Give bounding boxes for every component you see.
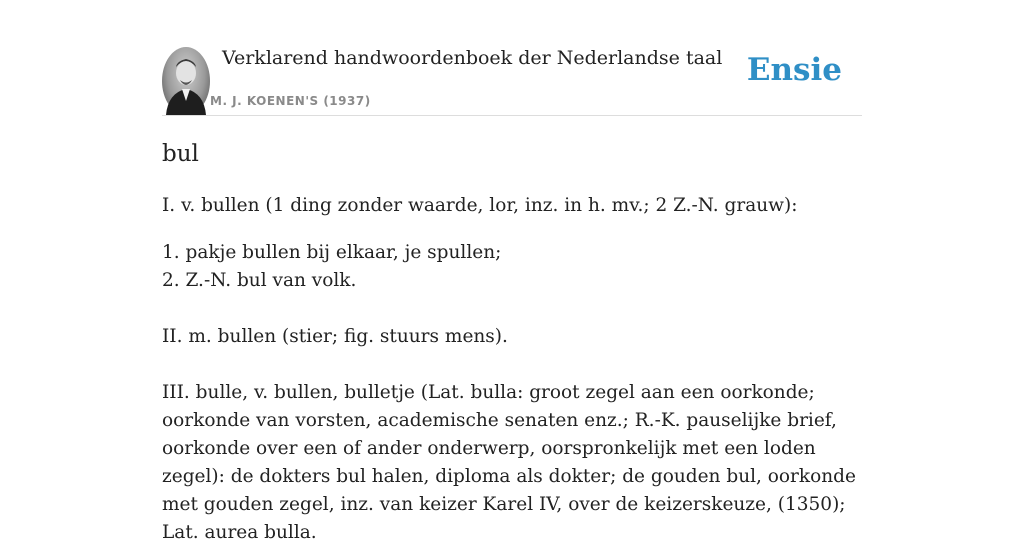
headword: bul bbox=[162, 141, 199, 167]
page-header bbox=[162, 46, 862, 116]
dictionary-subtitle: M. J. KOENEN'S (1937) bbox=[210, 94, 371, 108]
sense-1-intro: I. v. bullen (1 ding zonder waarde, lor, inz. in h. mv.; 2 Z.-N. grauw): bbox=[162, 195, 798, 216]
portrait-drawing bbox=[162, 47, 210, 115]
spacer bbox=[162, 295, 862, 323]
ensie-logo-link[interactable]: Ensie bbox=[746, 52, 842, 88]
author-portrait-icon bbox=[162, 47, 210, 115]
list-item: 1. pakje bullen bij elkaar, je spullen; bbox=[162, 242, 502, 263]
spacer bbox=[162, 351, 862, 379]
entry-body bbox=[162, 192, 862, 547]
sense-1-list bbox=[162, 239, 862, 295]
dictionary-page bbox=[162, 0, 862, 543]
sense-2: II. m. bullen (stier; fig. stuurs mens). bbox=[162, 326, 508, 347]
sense-3: III. bulle, v. bullen, bulletje (Lat. bulla: groot zegel aan een oorkonde; oorkonde van vorsten, academische senaten enz.; R.-K. pauselijke brief, oorkonde over een of ander onderwerp, oorspronkelijk met een loden zegel): de dokters bul halen, diploma als dokter; de gouden bul, oorkonde met gouden zegel, inz. van keizer Karel IV, over de keizerskeuze, (1350); Lat. aurea bulla. bbox=[162, 382, 856, 543]
dictionary-title: Verklarend handwoordenboek der Nederlandse taal bbox=[222, 47, 723, 69]
list-item: 2. Z.-N. bul van volk. bbox=[162, 270, 357, 291]
